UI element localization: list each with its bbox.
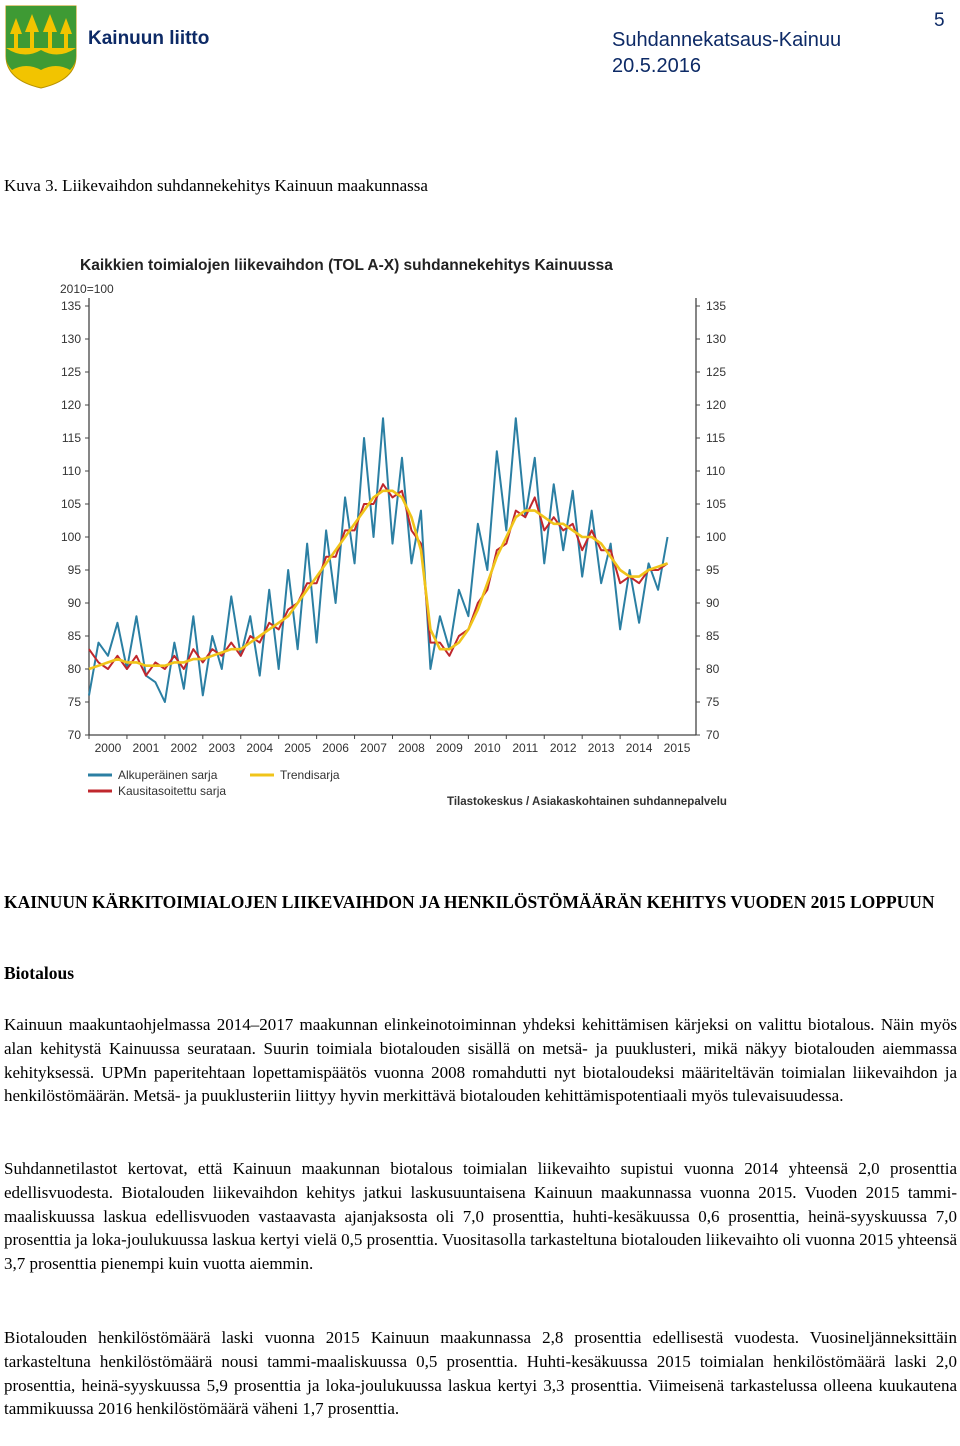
x-tick-label: 2010: [473, 741, 501, 755]
x-tick-label: 2005: [284, 741, 312, 755]
x-tick-label: 2003: [208, 741, 236, 755]
y-tick-label-right: 85: [706, 629, 720, 643]
organization-name: Kainuun liitto: [88, 28, 210, 49]
y-tick-label-left: 70: [67, 728, 81, 742]
document-title: [612, 27, 841, 79]
y-tick-label-right: 115: [706, 431, 726, 445]
x-tick-label: 2004: [246, 741, 274, 755]
y-tick-label-left: 135: [60, 299, 81, 313]
kainuu-coat-of-arms-logo: [4, 4, 78, 90]
chart-legend: [88, 768, 340, 798]
y-tick-label-right: 90: [706, 596, 720, 610]
legend-label-original: Alkuperäinen sarja: [118, 768, 218, 782]
y-tick-label-right: 120: [706, 398, 727, 412]
chart-series: [89, 418, 668, 702]
y-tick-label-right: 75: [706, 695, 720, 709]
y-tick-label-right: 95: [706, 563, 720, 577]
series-line-trend: [89, 491, 668, 669]
paragraph-2: Suhdannetilastot kertovat, että Kainuun maakunnan biotalous toimialan liikevaihto supistui vuonna 2014 yhteensä 2,0 prosenttia edellisvuodesta. Biotalouden liikevaihdon kehitys jatkui laskusuuntaisena Kainuun maakunnassa vuonna 2015. Vuoden 2015 tammi-maaliskuussa laskua edellisvuoden vastaavasta ajanjaksosta oli 7,0 prosenttia, huhti-kesäkuussa 0,6 prosenttia, heinä-syyskuussa 7,0 prosenttia ja loka-joulukuussa laskua kertyi vielä 0,5 prosenttia. Vuositasolla tarkasteltuna biotalouden liikevaihto oli vuonna 2015 yhteensä 3,7 prosenttia pienempi kuin vuotta aiemmin.: [4, 1159, 957, 1274]
chart-source-label: Tilastokeskus / Asiakaskohtainen suhdannepalvelu: [447, 796, 727, 808]
y-tick-label-left: 125: [60, 365, 81, 379]
y-tick-label-left: 120: [60, 398, 81, 412]
y-tick-label-right: 130: [706, 332, 727, 346]
y-tick-label-right: 105: [706, 497, 727, 511]
legend-label-trend: Trendisarja: [280, 768, 340, 782]
y-tick-label-right: 110: [706, 464, 726, 478]
y-tick-label-right: 80: [706, 662, 720, 676]
x-tick-label: 2011: [512, 741, 539, 755]
y-tick-label-right: 135: [706, 299, 727, 313]
subheading-biotalous: Biotalous: [4, 963, 75, 983]
x-tick-label: 2002: [170, 741, 198, 755]
x-tick-label: 2006: [322, 741, 349, 755]
x-tick-label: 2009: [436, 741, 463, 755]
y-tick-label-left: 85: [67, 629, 81, 643]
y-tick-label-left: 115: [61, 431, 81, 445]
x-tick-label: 2008: [398, 741, 425, 755]
y-tick-label-left: 105: [60, 497, 81, 511]
y-tick-label-left: 110: [61, 464, 81, 478]
y-tick-label-right: 70: [706, 728, 720, 742]
chart-title: Kaikkien toimialojen liikevaihdon (TOL A-X) suhdannekehitys Kainuussa: [80, 257, 613, 274]
page-number: 5: [934, 10, 945, 31]
section-title: KAINUUN KÄRKITOIMIALOJEN LIIKEVAIHDON JA HENKILÖSTÖMÄÄRÄN KEHITYS VUODEN 2015 LOPPUUN: [4, 892, 935, 912]
y-tick-label-left: 95: [67, 563, 81, 577]
y-tick-label-left: 90: [67, 596, 81, 610]
y-tick-label-left: 100: [60, 530, 81, 544]
document-title-text: Suhdannekatsaus-Kainuu: [612, 29, 842, 51]
legend-label-seasonal: Kausitasoitettu sarja: [118, 784, 227, 798]
turnover-chart: [50, 248, 770, 818]
document-date: 20.5.2016: [612, 55, 701, 77]
x-tick-label: 2015: [663, 741, 691, 755]
y-tick-label-left: 80: [67, 662, 81, 676]
y-tick-label-right: 100: [706, 530, 727, 544]
paragraph-3: Biotalouden henkilöstömäärä laski vuonna 2015 Kainuun maakunnassa 2,8 prosenttia edellisestä vuodesta. Vuosineljänneksittäin tarkasteltuna henkilöstömäärä nousi tammi-maaliskuussa 0,5 prosenttia. Huhti-kesäkuussa 2015 toimialan henkilöstömäärä laski 2,0 prosenttia, heinä-syyskuussa 5,9 prosenttia ja loka-joulukuussa laskua kertyi 3,3 prosenttia. Viimeisenä tarkastelussa olleena kuukautena tammikuussa 2016 henkilöstömäärä väheni 1,7 prosenttia.: [4, 1328, 957, 1419]
figure-caption: Kuva 3. Liikevaihdon suhdannekehitys Kainuun maakunnassa: [4, 176, 428, 195]
y-axis-unit-label: 2010=100: [60, 282, 114, 296]
x-tick-label: 2007: [360, 741, 387, 755]
x-tick-label: 2000: [94, 741, 122, 755]
y-tick-label-right: 125: [706, 365, 727, 379]
x-tick-label: 2013: [587, 741, 615, 755]
x-tick-label: 2012: [549, 741, 577, 755]
paragraph-1: Kainuun maakuntaohjelmassa 2014–2017 maakunnan elinkeinotoiminnan yhdeksi kehittämisen kärjeksi on valittu biotalous. Näin myös alan kehitystä Kainuussa seurataan. Suurin toimiala biotalouden sisällä on metsä- ja puuklusteri, mikä näkyy biotalouden aiemmassa kehityksessä. UPMn paperitehtaan lopettamispäätös vuonna 2008 romahdutti nyt biotaloudeksi määriteltävän toimialan liikevaihdon ja henkilöstömäärän. Metsä- ja puuklusteriin liittyy hyvin merkittävä biotalouden kehittämispotentiaali myös tulevaisuudessa.: [4, 1015, 957, 1106]
y-tick-label-left: 75: [67, 695, 81, 709]
x-tick-label: 2001: [132, 741, 160, 755]
y-tick-label-left: 130: [60, 332, 81, 346]
x-tick-label: 2014: [625, 741, 653, 755]
